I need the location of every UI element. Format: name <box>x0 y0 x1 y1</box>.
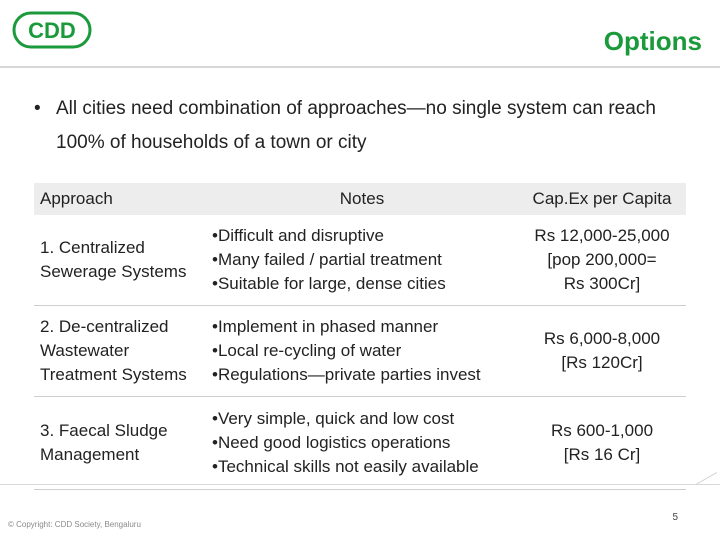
approach-line: 2. De-centralized <box>40 317 169 336</box>
footer-divider <box>0 484 720 485</box>
notes-cell <box>206 397 518 490</box>
capex-line: [pop 200,000= <box>547 250 657 269</box>
approach-cell <box>34 397 206 490</box>
table-row <box>34 215 686 306</box>
header-approach: Approach <box>34 183 206 215</box>
capex-cell <box>518 215 686 306</box>
title-divider <box>0 66 720 68</box>
note-line: •Very simple, quick and low cost <box>212 409 455 428</box>
intro-bullet-text: All cities need combination of approaches—no single system can reach 100% of households of a town or city <box>56 98 656 153</box>
note-line: •Difficult and disruptive <box>212 226 384 245</box>
table-row <box>34 397 686 490</box>
options-table <box>34 183 686 490</box>
capex-line: [Rs 120Cr] <box>561 353 643 372</box>
note-line: •Many failed / partial treatment <box>212 250 442 269</box>
note-line: •Suitable for large, dense cities <box>212 274 446 293</box>
table-header-row <box>34 183 686 215</box>
notes-cell <box>206 306 518 397</box>
approach-line: Treatment Systems <box>40 365 187 384</box>
footer-corner-line <box>696 472 717 485</box>
capex-cell <box>518 397 686 490</box>
header-notes: Notes <box>206 183 518 215</box>
logo-text: CDD <box>28 18 76 43</box>
table-row <box>34 306 686 397</box>
intro-bullet <box>34 92 694 160</box>
note-line: •Regulations—private parties invest <box>212 365 481 384</box>
capex-line: Rs 600-1,000 <box>550 421 654 440</box>
approach-line: Sewerage Systems <box>40 262 187 281</box>
approach-line: Management <box>40 445 140 464</box>
capex-line: Rs 6,000-8,000 <box>543 329 661 348</box>
approach-line: 1. Centralized <box>40 238 145 257</box>
copyright-text: © Copyright: CDD Society, Bengaluru <box>8 520 141 529</box>
note-line: •Technical skills not easily available <box>212 457 479 476</box>
approach-line: 3. Faecal Sludge <box>40 421 168 440</box>
note-line: •Local re-cycling of water <box>212 341 402 360</box>
bullet-dot: • <box>34 98 41 119</box>
approach-cell <box>34 306 206 397</box>
capex-line: Rs 12,000-25,000 <box>534 226 670 245</box>
approach-cell <box>34 215 206 306</box>
capex-cell <box>518 306 686 397</box>
page-number: 5 <box>672 512 678 523</box>
notes-cell <box>206 215 518 306</box>
capex-line: [Rs 16 Cr] <box>563 445 641 464</box>
page-title: Options <box>603 26 702 56</box>
note-line: •Need good logistics operations <box>212 433 451 452</box>
note-line: •Implement in phased manner <box>212 317 439 336</box>
cdd-logo <box>12 10 92 50</box>
approach-line: Wastewater <box>40 341 130 360</box>
header-capex: Cap.Ex per Capita <box>518 183 686 215</box>
capex-line: Rs 300Cr] <box>563 274 641 293</box>
